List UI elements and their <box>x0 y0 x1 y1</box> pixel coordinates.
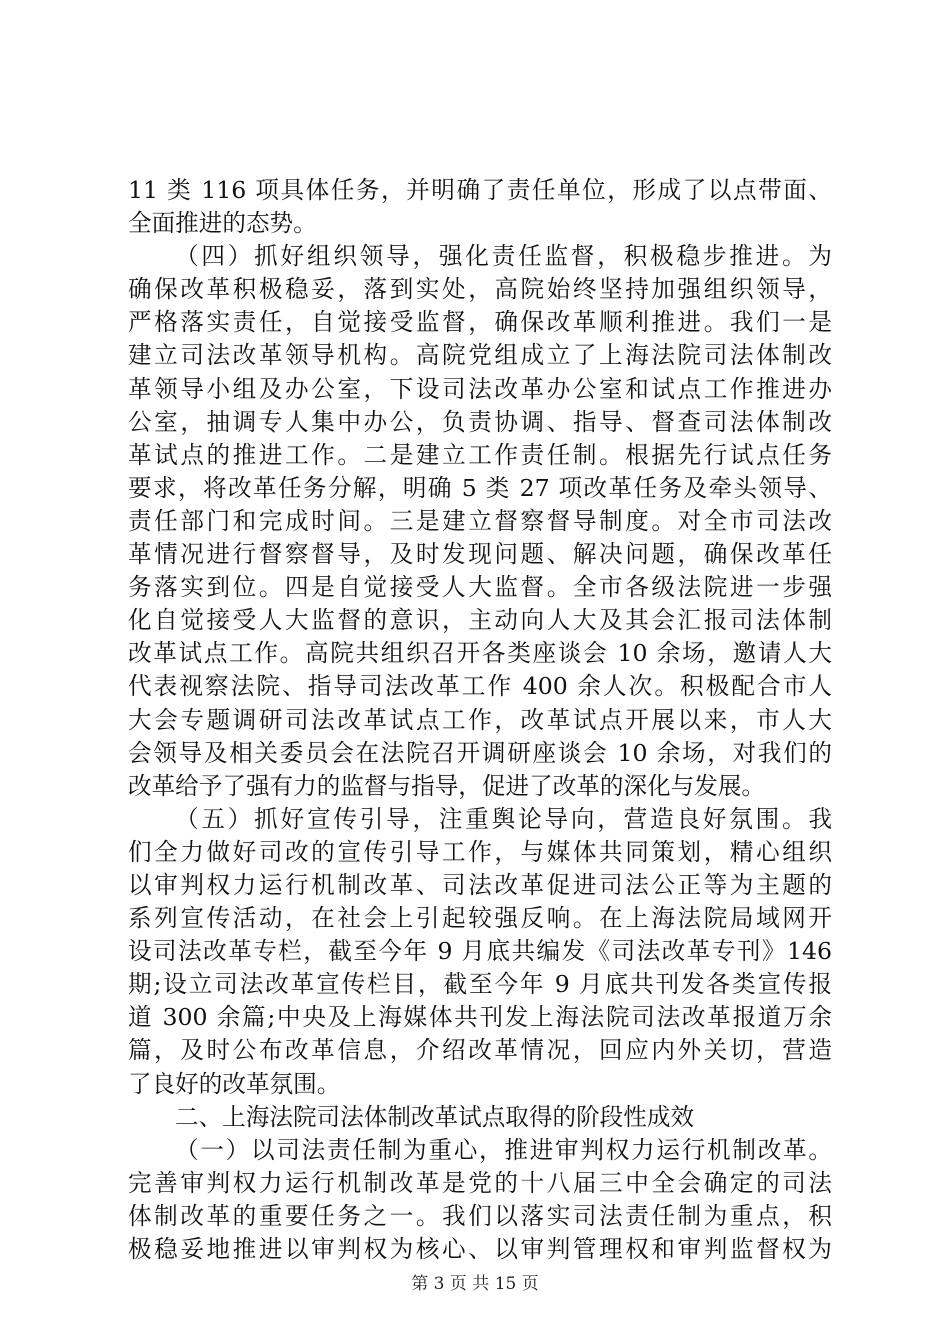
text-line: 系列宣传活动，在社会上引起较强反响。在上海法院局域网开 <box>128 904 832 933</box>
text-line: 责任部门和完成时间。三是建立督察督导制度。对全市司法改 <box>128 506 832 535</box>
text-line: 期;设立司法改革宣传栏目，截至今年 9 月底共刊发各类宣传报 <box>128 970 832 999</box>
section-heading: 二、上海法院司法体制改革试点取得的阶段性成效 <box>175 1102 695 1131</box>
text-line: 完善审判权力运行机制改革是党的十八届三中全会确定的司法 <box>128 1168 832 1197</box>
text-line: 革领导小组及办公室，下设司法改革办公室和试点工作推进办 <box>128 374 832 403</box>
text-line: 严格落实责任，自觉接受监督，确保改革顺利推进。我们一是 <box>128 308 832 337</box>
text-line: 改革试点工作。高院共组织召开各类座谈会 10 余场，邀请人大 <box>128 639 832 668</box>
paragraph-heading-line: （一）以司法责任制为重心，推进审判权力运行机制改革。 <box>175 1135 832 1164</box>
text-line: 们全力做好司改的宣传引导工作，与媒体共同策划，精心组织 <box>128 837 832 866</box>
text-line: 代表视察法院、指导司法改革工作 400 余人次。积极配合市人 <box>128 672 832 701</box>
text-line: 确保改革积极稳妥，落到实处，高院始终坚持加强组织领导， <box>128 275 832 304</box>
paragraph-heading-line: （四）抓好组织领导，强化责任监督，积极稳步推进。为 <box>175 242 832 271</box>
text-line: 会领导及相关委员会在法院召开调研座谈会 10 余场，对我们的 <box>128 738 832 767</box>
paragraph-heading-line: （五）抓好宣传引导，注重舆论导向，营造良好氛围。我 <box>175 804 832 833</box>
text-line: 革情况进行督察督导，及时发现问题、解决问题，确保改革任 <box>128 540 832 569</box>
text-line: 要求，将改革任务分解，明确 5 类 27 项改革任务及牵头领导、 <box>128 473 832 502</box>
text-line: 务落实到位。四是自觉接受人大监督。全市各级法院进一步强 <box>128 573 832 602</box>
text-line: 改革给予了强有力的监督与指导，促进了改革的深化与发展。 <box>128 771 766 800</box>
text-line: 设司法改革专栏，截至今年 9 月底共编发《司法改革专刊》146 <box>128 937 832 966</box>
document-body <box>128 174 832 1266</box>
text-line: 建立司法改革领导机构。高院党组成立了上海法院司法体制改 <box>128 341 832 370</box>
text-line: 全面推进的态势。 <box>128 209 317 238</box>
text-line: 公室，抽调专人集中办公，负责协调、指导、督查司法体制改 <box>128 407 832 436</box>
text-line: 极稳妥地推进以审判权为核心、以审判管理权和审判监督权为 <box>128 1235 832 1263</box>
text-line: 化自觉接受人大监督的意识，主动向人大及其会汇报司法体制 <box>128 606 832 635</box>
text-line: 大会专题调研司法改革试点工作，改革试点开展以来，市人大 <box>128 705 832 734</box>
text-line: 以审判权力运行机制改革、司法改革促进司法公正等为主题的 <box>128 870 832 899</box>
page-number-footer: 第 3 页 共 15 页 <box>411 1274 539 1294</box>
text-line: 11 类 116 项具体任务，并明确了责任单位，形成了以点带面、 <box>128 176 832 204</box>
text-line: 体制改革的重要任务之一。我们以落实司法责任制为重点，积 <box>128 1201 832 1230</box>
text-line: 了良好的改革氛围。 <box>128 1069 341 1098</box>
text-line: 革试点的推进工作。二是建立工作责任制。根据先行试点任务 <box>128 440 832 469</box>
text-line: 道 300 余篇;中央及上海媒体共刊发上海法院司法改革报道万余 <box>128 1003 832 1032</box>
text-line: 篇，及时公布改革信息，介绍改革情况，回应内外关切，营造 <box>128 1036 832 1065</box>
